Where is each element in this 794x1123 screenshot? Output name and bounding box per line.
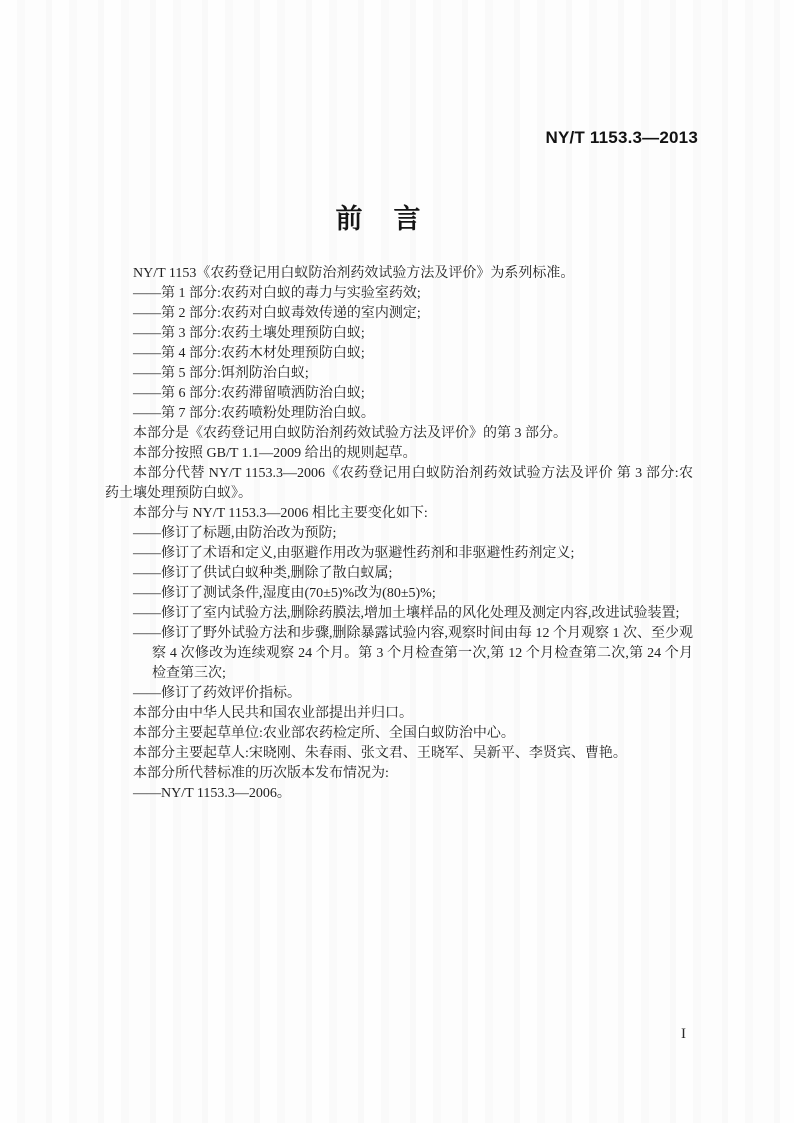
foreword-paragraph: 本部分按照 GB/T 1.1—2009 给出的规则起草。 [133, 446, 417, 461]
standard-code: NY/T 1153.3—2013 [545, 128, 698, 147]
foreword-paragraph: 本部分所代替标准的历次版本发布情况为: [133, 766, 389, 781]
foreword-list-item: ——第 1 部分:农药对白蚁的毒力与实验室药效; [133, 286, 421, 301]
foreword-paragraph: 本部分由中华人民共和国农业部提出并归口。 [133, 706, 413, 721]
foreword-list-item: ——修订了测试条件,湿度由(70±5)%改为(80±5)%; [133, 586, 436, 601]
foreword-list-item: ——第 7 部分:农药喷粉处理防治白蚁。 [133, 406, 375, 421]
foreword-list-item: ——第 2 部分:农药对白蚁毒效传递的室内测定; [133, 306, 421, 321]
foreword-list-item: ——第 3 部分:农药土壤处理预防白蚁; [133, 326, 365, 341]
foreword-body [105, 264, 693, 804]
foreword-paragraph: 本部分主要起草人:宋晓刚、朱春雨、张文君、王晓军、吴新平、李贤宾、曹艳。 [133, 746, 627, 761]
foreword-paragraph: 本部分与 NY/T 1153.3—2006 相比主要变化如下: [133, 506, 428, 521]
foreword-list-item: ——NY/T 1153.3—2006。 [133, 786, 291, 801]
foreword-paragraph: 本部分代替 NY/T 1153.3—2006《农药登记用白蚁防治剂药效试验方法及评价 第 3 部分:农药土壤处理预防白蚁》。 [105, 466, 693, 501]
foreword-list-item: ——修订了供试白蚁种类,删除了散白蚁属; [133, 566, 393, 581]
foreword-list-item: ——修订了药效评价指标。 [133, 686, 301, 701]
foreword-paragraph: 本部分是《农药登记用白蚁防治剂药效试验方法及评价》的第 3 部分。 [133, 426, 567, 441]
foreword-list-item: ——修订了野外试验方法和步骤,删除暴露试验内容,观察时间由每 12 个月观察 1 次、至少观察 4 次修改为连续观察 24 个月。第 3 个月检查第一次,第 12 个月检查第二次,第 24 个月检查第三次; [133, 626, 693, 681]
foreword-list-item: ——第 4 部分:农药木材处理预防白蚁; [133, 346, 365, 361]
foreword-paragraph: 本部分主要起草单位:农业部农药检定所、全国白蚁防治中心。 [133, 726, 515, 741]
foreword-list-item: ——修订了术语和定义,由驱避作用改为驱避性药剂和非驱避性药剂定义; [133, 546, 575, 561]
foreword-paragraph: NY/T 1153《农药登记用白蚁防治剂药效试验方法及评价》为系列标准。 [133, 266, 575, 281]
foreword-list-item: ——第 6 部分:农药滞留喷洒防治白蚁; [133, 386, 365, 401]
foreword-list-item: ——第 5 部分:饵剂防治白蚁; [133, 366, 309, 381]
foreword-list-item: ——修订了标题,由防治改为预防; [133, 526, 337, 541]
page-title: 前 言 [335, 204, 423, 234]
foreword-list-item: ——修订了室内试验方法,删除药膜法,增加土壤样品的风化处理及测定内容,改进试验装置; [133, 606, 680, 621]
page-number: I [681, 1026, 686, 1042]
